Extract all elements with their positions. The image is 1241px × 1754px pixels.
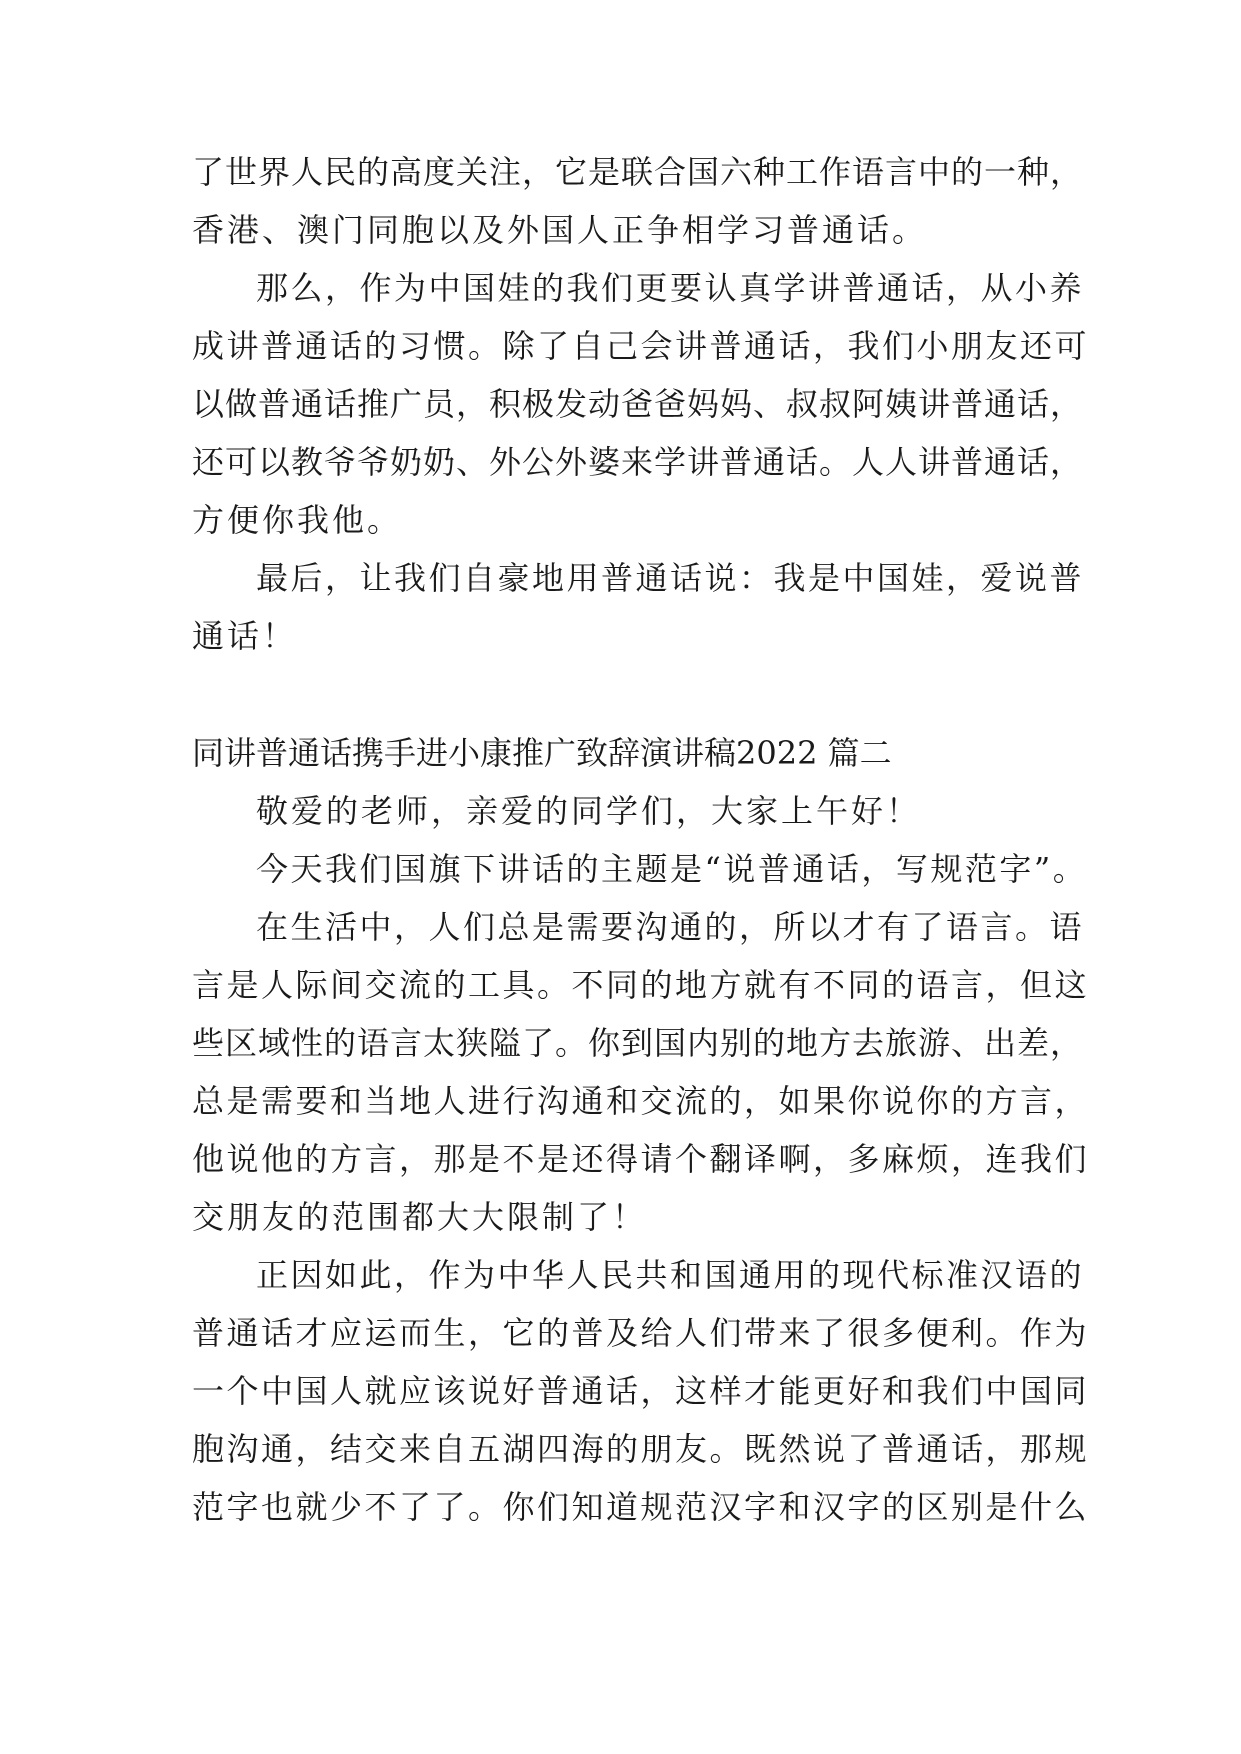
paragraph-3-line-1: 最后，让我们自豪地用普通话说：我是中国娃，爱说普 [256,559,1085,597]
paragraph-3-line-2: 通话！ [192,617,298,655]
paragraph-4-line-2: 言是人际间交流的工具。不同的地方就有不同的语言，但这 [192,966,1090,1004]
paragraph-2-line-5: 方便你我他。 [192,501,403,539]
paragraph-4-line-6: 交朋友的范围都大大限制了！ [192,1198,648,1236]
paragraph-2-line-3: 以做普通话推广员，积极发动爸爸妈妈、叔叔阿姨讲普通话， [192,385,1084,423]
paragraph-5-line-1: 正因如此，作为中华人民共和国通用的现代标准汉语的 [256,1256,1085,1294]
paragraph-1-line-1: 了世界人民的高度关注，它是联合国六种工作语言中的一种， [192,153,1084,191]
theme-line: 今天我们国旗下讲话的主题是“说普通话，写规范字”。 [256,850,1088,888]
paragraph-5-line-3: 一个中国人就应该说好普通话，这样才能更好和我们中国同 [192,1372,1090,1410]
paragraph-5-line-4: 胞沟通，结交来自五湖四海的朋友。既然说了普通话，那规 [192,1430,1090,1468]
paragraph-4-line-5: 他说他的方言，那是不是还得请个翻译啊，多麻烦，连我们 [192,1140,1090,1178]
paragraph-1-line-2: 香港、澳门同胞以及外国人正争相学习普通话。 [192,211,928,249]
paragraph-4-line-1: 在生活中，人们总是需要沟通的，所以才有了语言。语 [256,908,1085,946]
paragraph-4-line-3: 些区域性的语言太狭隘了。你到国内别的地方去旅游、出差， [192,1024,1084,1062]
paragraph-4-line-4: 总是需要和当地人进行沟通和交流的，如果你说你的方言， [192,1082,1090,1120]
paragraph-2-line-1: 那么，作为中国娃的我们更要认真学讲普通话，从小养 [256,269,1085,307]
paragraph-5-line-5: 范字也就少不了了。你们知道规范汉字和汉字的区别是什么 [192,1488,1090,1526]
greeting: 敬爱的老师，亲爱的同学们，大家上午好！ [256,792,922,830]
paragraph-5-line-2: 普通话才应运而生，它的普及给人们带来了很多便利。作为 [192,1314,1090,1352]
section-heading: 同讲普通话携手进小康推广致辞演讲稿2022 篇二 [192,734,892,772]
paragraph-2-line-4: 还可以教爷爷奶奶、外公外婆来学讲普通话。人人讲普通话， [192,443,1084,481]
paragraph-2-line-2: 成讲普通话的习惯。除了自己会讲普通话，我们小朋友还可 [192,327,1090,365]
